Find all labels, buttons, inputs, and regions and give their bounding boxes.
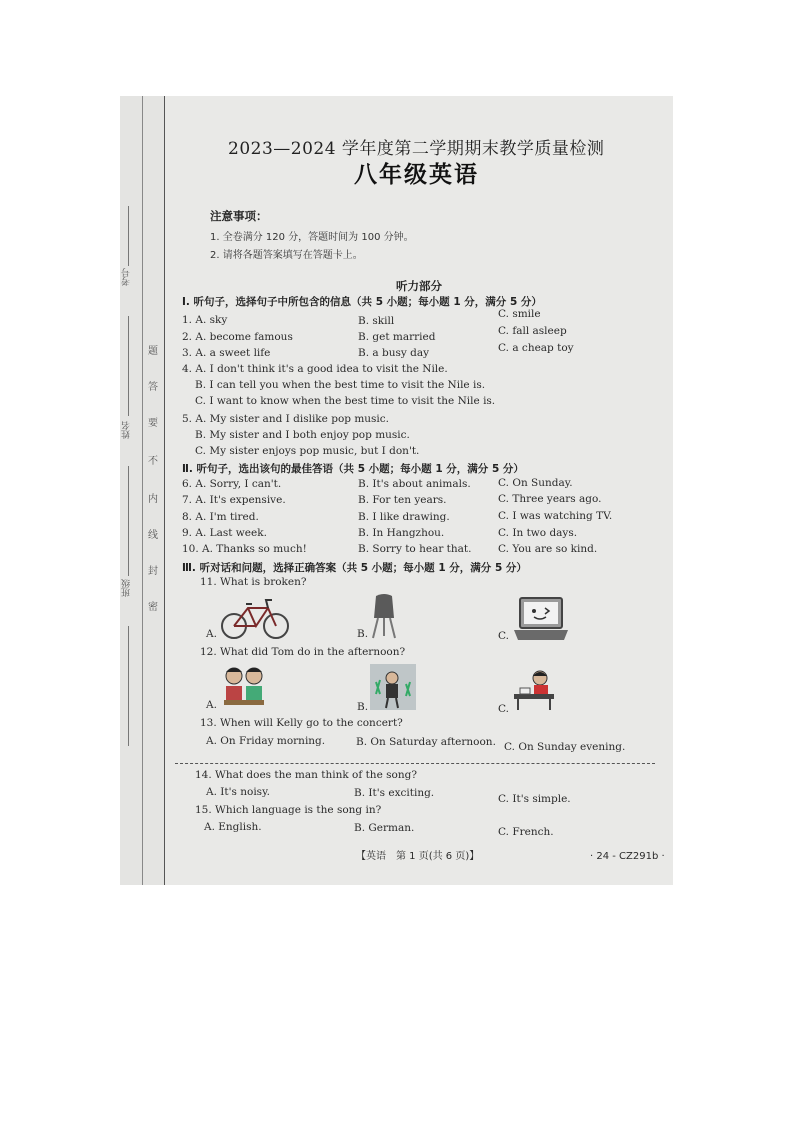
cut-line: [175, 763, 655, 764]
q6-option-b: B. It's about animals.: [358, 478, 471, 490]
q4-option-b: B. I can tell you when the best time to visit the Nile is.: [195, 379, 486, 391]
q12-option-a: A.: [206, 699, 217, 711]
section-1-title: Ⅰ. 听句子，选择句子中所包含的信息（共 5 小题；每小题 1 分，满分 5 分）: [182, 296, 542, 308]
q5-option-a: 5. A. My sister and I dislike pop music.: [182, 413, 390, 425]
q11-option-c: C.: [498, 630, 509, 642]
seal-char: 题: [148, 346, 158, 357]
seal-char: 线: [148, 530, 158, 541]
seal-char: 不: [148, 456, 158, 467]
q8-option-a: 8. A. I'm tired.: [182, 511, 259, 523]
q7-option-c: C. Three years ago.: [498, 493, 602, 505]
q13-question: 13. When will Kelly go to the concert?: [200, 717, 403, 729]
q12-question: 12. What did Tom do in the afternoon?: [200, 646, 406, 658]
seal-char: 要: [148, 418, 158, 429]
notice-item: 2. 请将各题答案填写在答题卡上。: [210, 250, 363, 261]
q11-option-b: B.: [357, 628, 369, 640]
q10-option-a: 10. A. Thanks so much!: [182, 543, 307, 555]
q3-option-b: B. a busy day: [358, 347, 430, 359]
q12-option-b: B.: [357, 701, 369, 713]
section-3-title: Ⅲ. 听对话和问题，选择正确答案（共 5 小题；每小题 1 分，满分 5 分）: [182, 562, 527, 574]
blank-line: [128, 626, 129, 746]
q6-option-a: 6. A. Sorry, I can't.: [182, 478, 282, 490]
q7-option-b: B. For ten years.: [358, 494, 447, 506]
q4-option-a: 4. A. I don't think it's a good idea to visit the Nile.: [182, 363, 448, 375]
margin-label-class: 班级: [122, 579, 132, 597]
q1-option-a: 1. A. sky: [182, 314, 228, 326]
boy-watering-plants-icon: [370, 664, 416, 710]
q9-option-b: B. In Hangzhou.: [358, 527, 445, 539]
exam-subject-title: 八年级英语: [354, 162, 479, 188]
q14-option-c: C. It's simple.: [498, 793, 571, 805]
q2-option-a: 2. A. become famous: [182, 331, 293, 343]
q1-option-c: C. smile: [498, 308, 541, 320]
exam-title: 2023—2024 学年度第二学期期末教学质量检测: [228, 139, 605, 159]
blank-line: [128, 206, 129, 266]
q3-option-c: C. a cheap toy: [498, 342, 574, 354]
q15-option-a: A. English.: [204, 821, 262, 833]
q13-option-a: A. On Friday morning.: [206, 735, 326, 747]
q12-option-c: C.: [498, 703, 509, 715]
blank-line: [128, 466, 129, 576]
two-people-eating-icon: [220, 664, 268, 708]
q4-option-c: C. I want to know when the best time to visit the Nile is.: [195, 395, 496, 407]
seal-char: 密: [148, 602, 158, 613]
laptop-icon: [512, 596, 570, 644]
q8-option-b: B. I like drawing.: [358, 511, 450, 523]
exam-code: · 24 - CZ291b ·: [590, 851, 665, 862]
q11-question: 11. What is broken?: [200, 576, 307, 588]
q15-option-c: C. French.: [498, 826, 554, 838]
q9-option-a: 9. A. Last week.: [182, 527, 267, 539]
listening-title: 听力部分: [396, 279, 442, 293]
q5-option-b: B. My sister and I both enjoy pop music.: [195, 429, 410, 441]
seal-char: 封: [148, 566, 158, 577]
q15-option-b: B. German.: [354, 822, 415, 834]
q1-option-b: B. skill: [358, 315, 395, 327]
section-2-title: Ⅱ. 听句子，选出该句的最佳答语（共 5 小题；每小题 1 分，满分 5 分）: [182, 463, 524, 475]
q3-option-a: 3. A. a sweet life: [182, 347, 271, 359]
q8-option-c: C. I was watching TV.: [498, 510, 613, 522]
q9-option-c: C. In two days.: [498, 527, 578, 539]
boy-studying-icon: [510, 668, 560, 712]
q13-option-c: C. On Sunday evening.: [504, 741, 626, 753]
q2-option-b: B. get married: [358, 331, 436, 343]
margin-line: [142, 96, 143, 885]
q10-option-b: B. Sorry to hear that.: [358, 543, 472, 555]
notice-item: 1. 全卷满分 120 分，答题时间为 100 分钟。: [210, 232, 414, 243]
margin-label-exam-number: 考号: [122, 268, 132, 286]
q11-option-a: A.: [206, 628, 217, 640]
chair-icon: [368, 592, 400, 640]
q14-option-b: B. It's exciting.: [354, 787, 435, 799]
q2-option-c: C. fall asleep: [498, 325, 567, 337]
q13-option-b: B. On Saturday afternoon.: [356, 736, 496, 748]
q10-option-c: C. You are so kind.: [498, 543, 598, 555]
q5-option-c: C. My sister enjoys pop music, but I don't.: [195, 445, 420, 457]
q7-option-a: 7. A. It's expensive.: [182, 494, 286, 506]
blank-line: [128, 316, 129, 416]
margin-label-name: 姓名: [122, 421, 132, 439]
exam-page: [120, 96, 673, 885]
notice-heading: 注意事项：: [210, 209, 268, 223]
seal-char: 答: [148, 382, 158, 393]
bicycle-icon: [220, 594, 290, 642]
page-number: 【英语 第 1 页(共 6 页)】: [356, 851, 480, 862]
seal-char: 内: [148, 494, 158, 505]
q6-option-c: C. On Sunday.: [498, 477, 573, 489]
margin-line: [164, 96, 165, 885]
q14-option-a: A. It's noisy.: [206, 786, 270, 798]
q14-question: 14. What does the man think of the song?: [195, 769, 417, 781]
q15-question: 15. Which language is the song in?: [195, 804, 382, 816]
